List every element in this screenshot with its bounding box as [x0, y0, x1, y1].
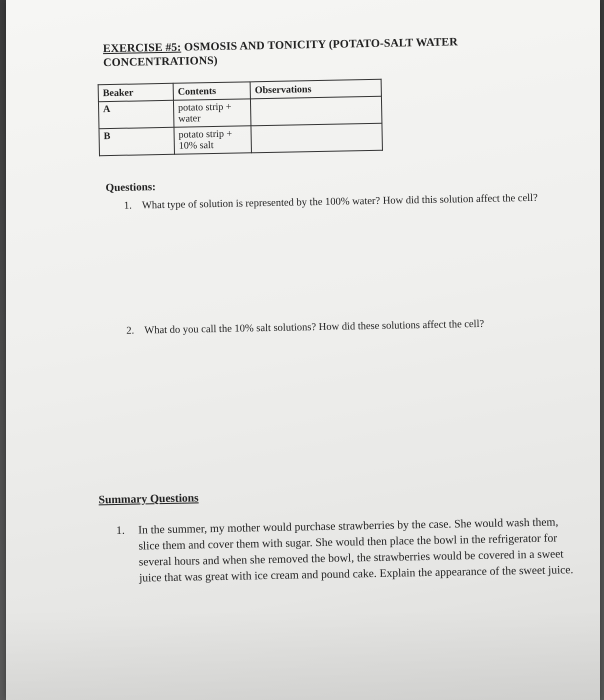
observations-cell: [250, 96, 381, 126]
table-row: [99, 123, 382, 155]
summary-question-text: In the summer, my mother would purchase strawberries by the case. She would wash them, slice them and cover them with sugar. She would then place the bowl in the refrigerator for several hours and when she removed the bowl, the strawberries would be covered in a sweet juice that was great with ice cream and pound cake. Explain the appearance of the sweet juice.: [138, 516, 574, 585]
paper-shadow: [6, 610, 600, 700]
observations-table: [98, 79, 383, 156]
worksheet-page: [6, 0, 600, 700]
header-contents: Contents: [173, 82, 250, 100]
exercise-topic: OSMOSIS AND TONICITY (POTATO-SALT WATER CONCENTRATIONS): [103, 36, 458, 70]
exercise-number: EXERCISE #5:: [102, 41, 182, 56]
questions-heading: Questions:: [105, 181, 156, 195]
question-item: [124, 192, 554, 213]
question-number: 2.: [126, 325, 135, 337]
beaker-cell: B: [99, 127, 175, 155]
question-text: What type of solution is represented by the 100% water? How did this solution affect the cell?: [141, 192, 538, 212]
summary-heading: Summary Questions: [98, 492, 199, 507]
contents-cell: potato strip + water: [173, 99, 251, 127]
summary-question-number: 1.: [116, 524, 125, 537]
contents-cell: potato strip + 10% salt: [174, 126, 252, 154]
question-number: 1.: [123, 200, 132, 212]
worksheet-content: [6, 0, 604, 700]
beaker-cell: A: [98, 100, 174, 128]
question-item: [126, 316, 556, 337]
summary-question-item: [116, 514, 577, 587]
header-beaker: Beaker: [98, 83, 173, 101]
header-observations: Observations: [250, 79, 381, 99]
observations-cell: [251, 123, 382, 153]
exercise-title: [103, 34, 503, 70]
question-text: What do you call the 10% salt solutions? How did these solutions affect the cell?: [144, 318, 485, 337]
